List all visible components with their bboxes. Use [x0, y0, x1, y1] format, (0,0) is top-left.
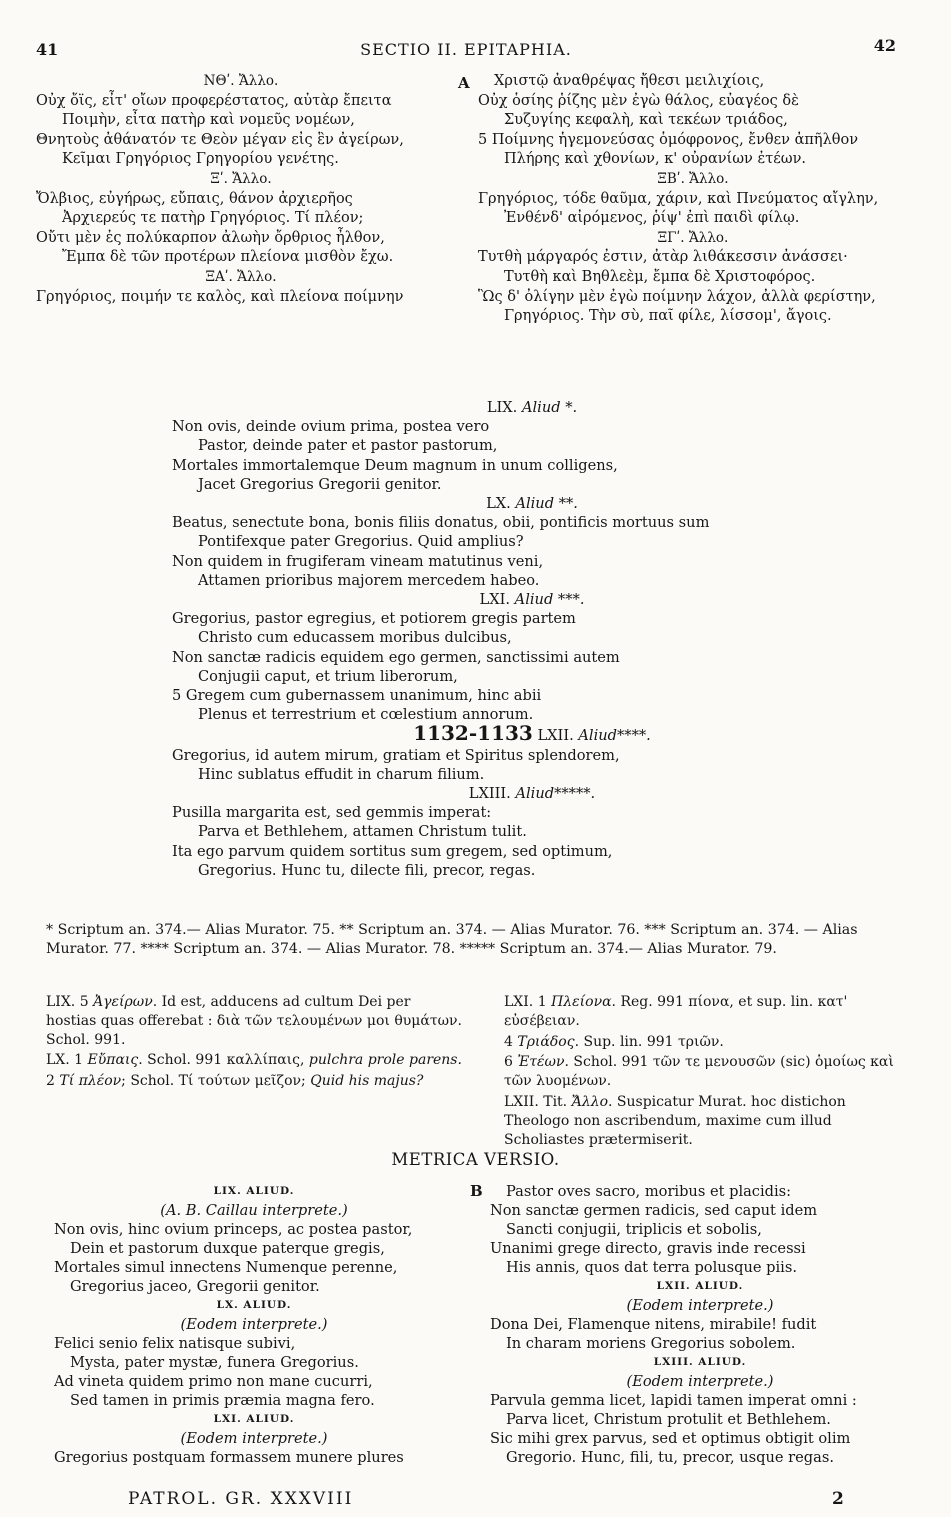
greek-verse-line: ΝΘʹ. Ἄλλο.: [203, 73, 279, 89]
critical-note: LXI. 1 Πλείονα. Reg. 991 πίονα, et sup. lin. κατ' εὐσέβειαν.: [504, 994, 848, 1029]
latin-verse-line: Non ovis, deinde ovium prima, postea vero: [172, 418, 490, 436]
greek-verse-line: Ποιμὴν, εἶτα πατὴρ καὶ νομεῦς νομέων,: [62, 112, 355, 129]
metrica-verse-line: His annis, quos dat terra polusque piis.: [506, 1259, 797, 1276]
interpreter-note: (Eodem interprete.): [626, 1297, 774, 1314]
margin-letter-b: B: [470, 1182, 483, 1200]
greek-verse-line: Τυτθὴ καὶ Βηθλεὲμ, ἔμπα δὲ Χριστοφόρος.: [504, 268, 816, 285]
latin-verse-line: Gregorius, id autem mirum, gratiam et Spiritus splendorem,: [172, 746, 620, 764]
latin-verse-line: 5 Gregem cum gubernassem unanimum, hinc abii: [172, 687, 542, 705]
greek-verse-line: Χριστῷ ἀναθρέψας ἤθεσι μειλιχίοις,: [494, 73, 765, 89]
interpreter-note: (A. B. Caillau interprete.): [160, 1202, 348, 1219]
metrica-verse-line: Unanimi grege directo, gravis inde recessi: [490, 1240, 806, 1257]
greek-verse-line: Γρηγόριος. Τὴν σὺ, παῖ φίλε, λίσσομ', ἄγοις.: [504, 308, 832, 325]
metrica-verse-line: In charam moriens Gregorius sobolem.: [506, 1335, 796, 1352]
margin-letter-a: A: [458, 74, 470, 92]
metrica-verse-line: Dein et pastorum duxque paterque gregis,: [70, 1240, 385, 1257]
critical-note: 2 Τί πλέον; Schol. Τί τούτων μεῖζον; Quid his majus?: [46, 1073, 424, 1090]
poem-heading: LXIII. ALIUD.: [653, 1356, 747, 1368]
latin-verse-line: Hinc sublatus effudit in charum filium.: [198, 765, 485, 783]
latin-verse-line: Plenus et terrestrium et cœlestium annorum.: [198, 706, 534, 724]
greek-verse-line: Οὔτι μὲν ἐς πολύκαρπον ἀλωὴν ὄρθριος ἦλθον,: [36, 229, 385, 246]
critical-note: LX. 1 Εὔπαις. Schol. 991 καλλίπαις, pulchra prole parens.: [46, 1052, 462, 1069]
metrica-verse-line: Non sanctæ germen radicis, sed caput idem: [490, 1202, 818, 1219]
metrica-verse-line: Non ovis, hinc ovium princeps, ac postea pastor,: [54, 1221, 413, 1238]
latin-verse-line: Non sanctæ radicis equidem ego germen, sanctissimi autem: [172, 648, 620, 666]
interpreter-note: (Eodem interprete.): [180, 1316, 328, 1333]
greek-verse-line: Συζυγίης κεφαλὴ, καὶ τεκέων τριάδος,: [504, 112, 788, 129]
greek-verse-line: Γρηγόριος, τόδε θαῦμα, χάριν, καὶ Πνεύματος αἴγλην,: [478, 190, 879, 207]
greek-verse-line: Ξʹ. Ἄλλο.: [210, 170, 272, 187]
greek-text-right-column: [478, 72, 908, 327]
latin-verse-line: Gregorius, pastor egregius, et potiorem gregis partem: [172, 610, 576, 628]
greek-verse-line: Ἐνθένδ' αἰρόμενος, ῥίψ' ἐπὶ παιδὶ φίλῳ.: [504, 210, 800, 227]
metrica-verse-line: Parvula gemma licet, lapidi tamen imperat omni :: [490, 1392, 857, 1409]
greek-verse-line: Οὐχ ὁσίης ῥίζης μὲν ἐγὼ θάλος, εὐαγέος δὲ: [478, 92, 799, 109]
metrica-right-column: [490, 1182, 910, 1467]
metrica-verse-line: Sic mihi grex parvus, sed et optimus obtigit olim: [490, 1430, 851, 1447]
latin-verse-line: Non quidem in frugiferam vineam matutinus veni,: [172, 552, 544, 570]
critical-note: 6 Ἐτέων. Schol. 991 τῶν τε μενουσῶν (sic) ὁμοίως καὶ τῶν λυομένων.: [504, 1054, 894, 1090]
metrica-verse-line: Dona Dei, Flamenque nitens, mirabile! fudit: [490, 1316, 817, 1333]
latin-heading-lxi: LXI. Aliud ***.: [479, 591, 585, 609]
latin-heading-lix: LIX. Aliud *.: [486, 399, 578, 416]
greek-verse-line: ΞΒʹ. Ἄλλο.: [657, 170, 729, 187]
critical-note: LXII. Tit. Ἄλλο. Suspicatur Murat. hoc distichon Theologo non ascribendum, maxime cum illud Scholiastes prætermiserit.: [504, 1093, 846, 1148]
section-title: SECTIO II. EPITAPHIA.: [360, 40, 572, 59]
metrica-verse-line: Pastor oves sacro, moribus et placidis:: [506, 1183, 792, 1200]
greek-verse-line: Ὄλβιος, εὐγήρως, εὔπαις, θάνον ἀρχιερῆος: [36, 190, 353, 207]
latin-verse-line: Pastor, deinde pater et pastor pastorum,: [198, 437, 498, 455]
latin-verse-line: Jacet Gregorius Gregorii genitor.: [198, 475, 442, 493]
signature-patrol: PATROL. GR. XXXVIII: [128, 1489, 354, 1509]
greek-verse-line: ΞΓʹ. Ἄλλο.: [657, 229, 729, 246]
greek-verse-line: Ἀρχιερεύς τε πατὴρ Γρηγόριος. Τί πλέον;: [62, 210, 364, 227]
metrica-verse-line: Felici senio felix natisque subivi,: [54, 1335, 296, 1352]
greek-verse-line: Τυτθὴ μάργαρός ἐστιν, ἀτὰρ λιθάκεσσιν ἀνάσσει·: [478, 249, 848, 266]
greek-verse-line: 5 Ποίμνης ἡγεμονεύσας ὁμόφρονος, ἔνθεν ἀπῆλθον: [478, 131, 859, 148]
latin-verse-line: Mortales immortalemque Deum magnum in unum colligens,: [172, 456, 618, 474]
metrica-left-column: [54, 1182, 454, 1467]
greek-verse-line: Πλήρης καὶ χθονίων, κ' οὐρανίων ἐτέων.: [504, 151, 807, 168]
latin-verse-line: Attamen prioribus majorem mercedem habeo.: [198, 571, 540, 589]
interpreter-note: (Eodem interprete.): [626, 1373, 774, 1390]
metrica-verse-line: Gregorius postquam formassem munere plures: [54, 1449, 404, 1466]
latin-translation: [172, 398, 892, 880]
greek-verse-line: Ὣς δ' ὀλίγην μὲν ἐγὼ ποίμνην λάχον, ἀλλὰ φερίστην,: [478, 288, 876, 305]
critical-note: LIX. 5 Ἀγείρων. Id est, adducens ad cultum Dei per hostias quas offerebat : διὰ τῶν τελουμένων μοι θυμάτων. Schol. 991.: [46, 994, 462, 1048]
column-number: 1132-1133: [413, 721, 533, 746]
latin-heading-lx: LX. Aliud **.: [486, 495, 578, 513]
metrica-verse-line: Mortales simul innectens Numenque perenne,: [54, 1259, 398, 1276]
metrica-verse-line: Gregorio. Hunc, fili, tu, precor, usque regas.: [506, 1449, 834, 1466]
latin-heading-lxiii: LXIII. Aliud*****.: [468, 785, 596, 803]
interpreter-note: (Eodem interprete.): [180, 1430, 328, 1447]
latin-verse-line: Conjugii caput, et trium liberorum,: [198, 667, 458, 685]
poem-heading: LX. ALIUD.: [216, 1299, 292, 1311]
critical-notes-left: [46, 993, 464, 1093]
metrica-verse-line: Parva licet, Christum protulit et Bethlehem.: [506, 1411, 831, 1428]
latin-verse-line: Parva et Bethlehem, attamen Christum tulit.: [198, 823, 527, 841]
signature-number: 2: [832, 1489, 844, 1509]
latin-verse-line: Pontifexque pater Gregorius. Quid amplius?: [198, 533, 524, 551]
metrica-verse-line: Sancti conjugii, triplicis et sobolis,: [506, 1221, 762, 1238]
metrica-verse-line: Ad vineta quidem primo non mane cucurri,: [54, 1373, 373, 1390]
latin-verse-line: Pusilla margarita est, sed gemmis imperat:: [172, 804, 492, 822]
greek-verse-line: Ἔμπα δὲ τῶν προτέρων πλείονα μισθὸν ἔχω.: [62, 249, 394, 266]
metrica-verse-line: Sed tamen in primis præmia magna fero.: [70, 1392, 375, 1409]
critical-note: 4 Τριάδος. Sup. lin. 991 τριῶν.: [504, 1033, 724, 1050]
critical-notes-right: [504, 993, 904, 1151]
running-header: [36, 36, 896, 66]
greek-verse-line: Κεῖμαι Γρηγόριος Γρηγορίου γενέτης.: [62, 151, 339, 168]
page-number-right: 42: [873, 36, 896, 55]
poem-heading: LIX. ALIUD.: [213, 1185, 295, 1197]
poem-heading: LXII. ALIUD.: [656, 1280, 744, 1292]
metrica-versio-title: METRICA VERSIO.: [391, 1150, 560, 1169]
footnote: * Scriptum an. 374.— Alias Murator. 75. ** Scriptum an. 374. — Alias Murator. 76. *** Scriptum an. 374. — Alias Murator. 77. **** Scriptum an. 374. — Alias Murator. 78. ***** Scriptum an. 374.— Alias Murator. 79.: [46, 922, 858, 957]
latin-heading-lxii: 1132-1133 LXII. Aliud****.: [413, 721, 651, 746]
greek-verse-line: Γρηγόριος, ποιμήν τε καλὸς, καὶ πλείονα ποίμνην: [36, 288, 404, 305]
metrica-verse-line: Gregorius jaceo, Gregorii genitor.: [70, 1278, 320, 1295]
poem-heading: LXI. ALIUD.: [213, 1413, 295, 1425]
greek-verse-line: ΞΑʹ. Ἄλλο.: [205, 268, 277, 285]
metrica-verse-line: Mysta, pater mystæ, funera Gregorius.: [70, 1354, 359, 1371]
latin-verse-line: Gregorius. Hunc tu, dilecte fili, precor, regas.: [198, 861, 536, 879]
greek-verse-line: Θνητοὺς ἀθάνατόν τε Θεὸν μέγαν εἰς ἓν ἀγείρων,: [36, 131, 404, 148]
greek-text-left-column: [36, 72, 446, 307]
latin-verse-line: Ita ego parvum quidem sortitus sum gregem, sed optimum,: [172, 842, 613, 860]
latin-verse-line: Beatus, senectute bona, bonis filiis donatus, obii, pontificis mortuus sum: [172, 514, 710, 532]
latin-verse-line: Christo cum educassem moribus dulcibus,: [198, 629, 512, 647]
page-number-left: 41: [36, 40, 59, 59]
greek-verse-line: Οὐχ ὄϊς, εἶτ' οἴων προφερέστατος, αὐτὰρ ἔπειτα: [36, 92, 392, 109]
